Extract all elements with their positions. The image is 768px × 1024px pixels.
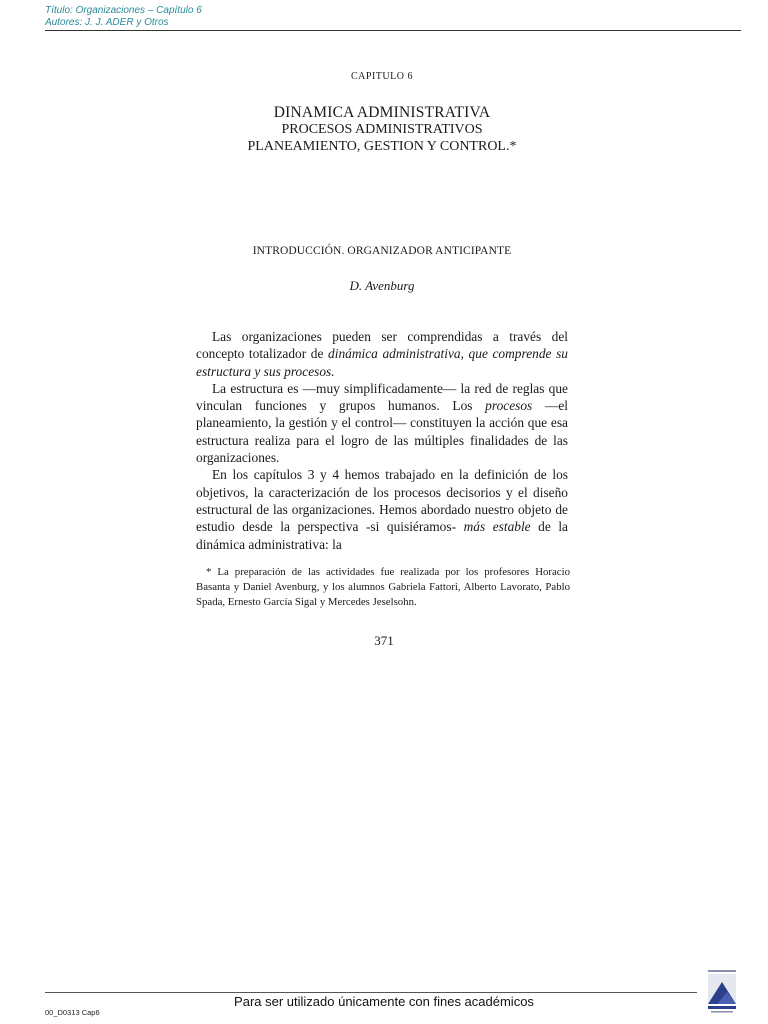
emphasis-text: procesos [485,398,533,414]
emphasis-text: dinámica administrativa, que comprende su estructura y sus procesos. [196,346,568,379]
document-code: 00_D0313 Cap6 [45,1008,100,1017]
page-number: 371 [374,633,394,648]
document-header [45,5,202,28]
section-author: D. Avenburg [349,278,415,293]
chapter-label: CAPITULO 6 [351,71,413,82]
header-title: Título: Organizaciones – Capítulo 6 [45,5,202,16]
footnote [196,565,570,610]
header-authors: Autores: J. J. ADER y Otros [45,16,169,28]
paragraph-1: Las organizaciones pueden ser comprendidas a través del concepto totalizador de dinámica administrativa, que comprende su estructura y sus procesos. [196,329,568,379]
footer-notice: Para ser utilizado únicamente con fines académicos [234,994,534,1009]
chapter-subtitle-1: PROCESOS ADMINISTRATIVOS [281,122,483,137]
header-divider [45,30,741,31]
section-heading: INTRODUCCIÓN. ORGANIZADOR ANTICIPANTE [252,245,512,257]
paragraph-3: En los capítulos 3 y 4 hemos trabajado en la definición de los objetivos, la caracterización de los procesos decisorios y el diseño estructural de las organizaciones. Hemos abordado nuestro objeto de estudio desde la perspectiva -si quisiéramos- más estable de la dinámica administrativa: la [196,467,568,552]
body-text [196,328,568,553]
footer-divider [45,992,697,993]
paragraph-2: La estructura es —muy simplificadamente— la red de reglas que vinculan funciones y grupos humanos. Los procesos —el planeamiento, la gestión y el control— constituyen la acción que esa estructura realiza para el logro de las múltiples finalidades de las organizaciones. [196,380,568,466]
chapter-subtitle-2: PLANEAMIENTO, GESTION Y CONTROL.* [247,139,517,154]
emphasis-text: más estable [463,519,531,535]
chapter-title: DINAMICA ADMINISTRATIVA [273,104,491,121]
footnote-text: * La preparación de las actividades fue realizada por los profesores Horacio Basanta y Daniel Avenburg, y los alumnos Gabriela Fattori, Alberto Lavorato, Pablo Spada, Ernesto García Sigal y Mercedes Jeselsohn. [196,566,570,608]
publisher-logo-icon [705,966,739,1016]
